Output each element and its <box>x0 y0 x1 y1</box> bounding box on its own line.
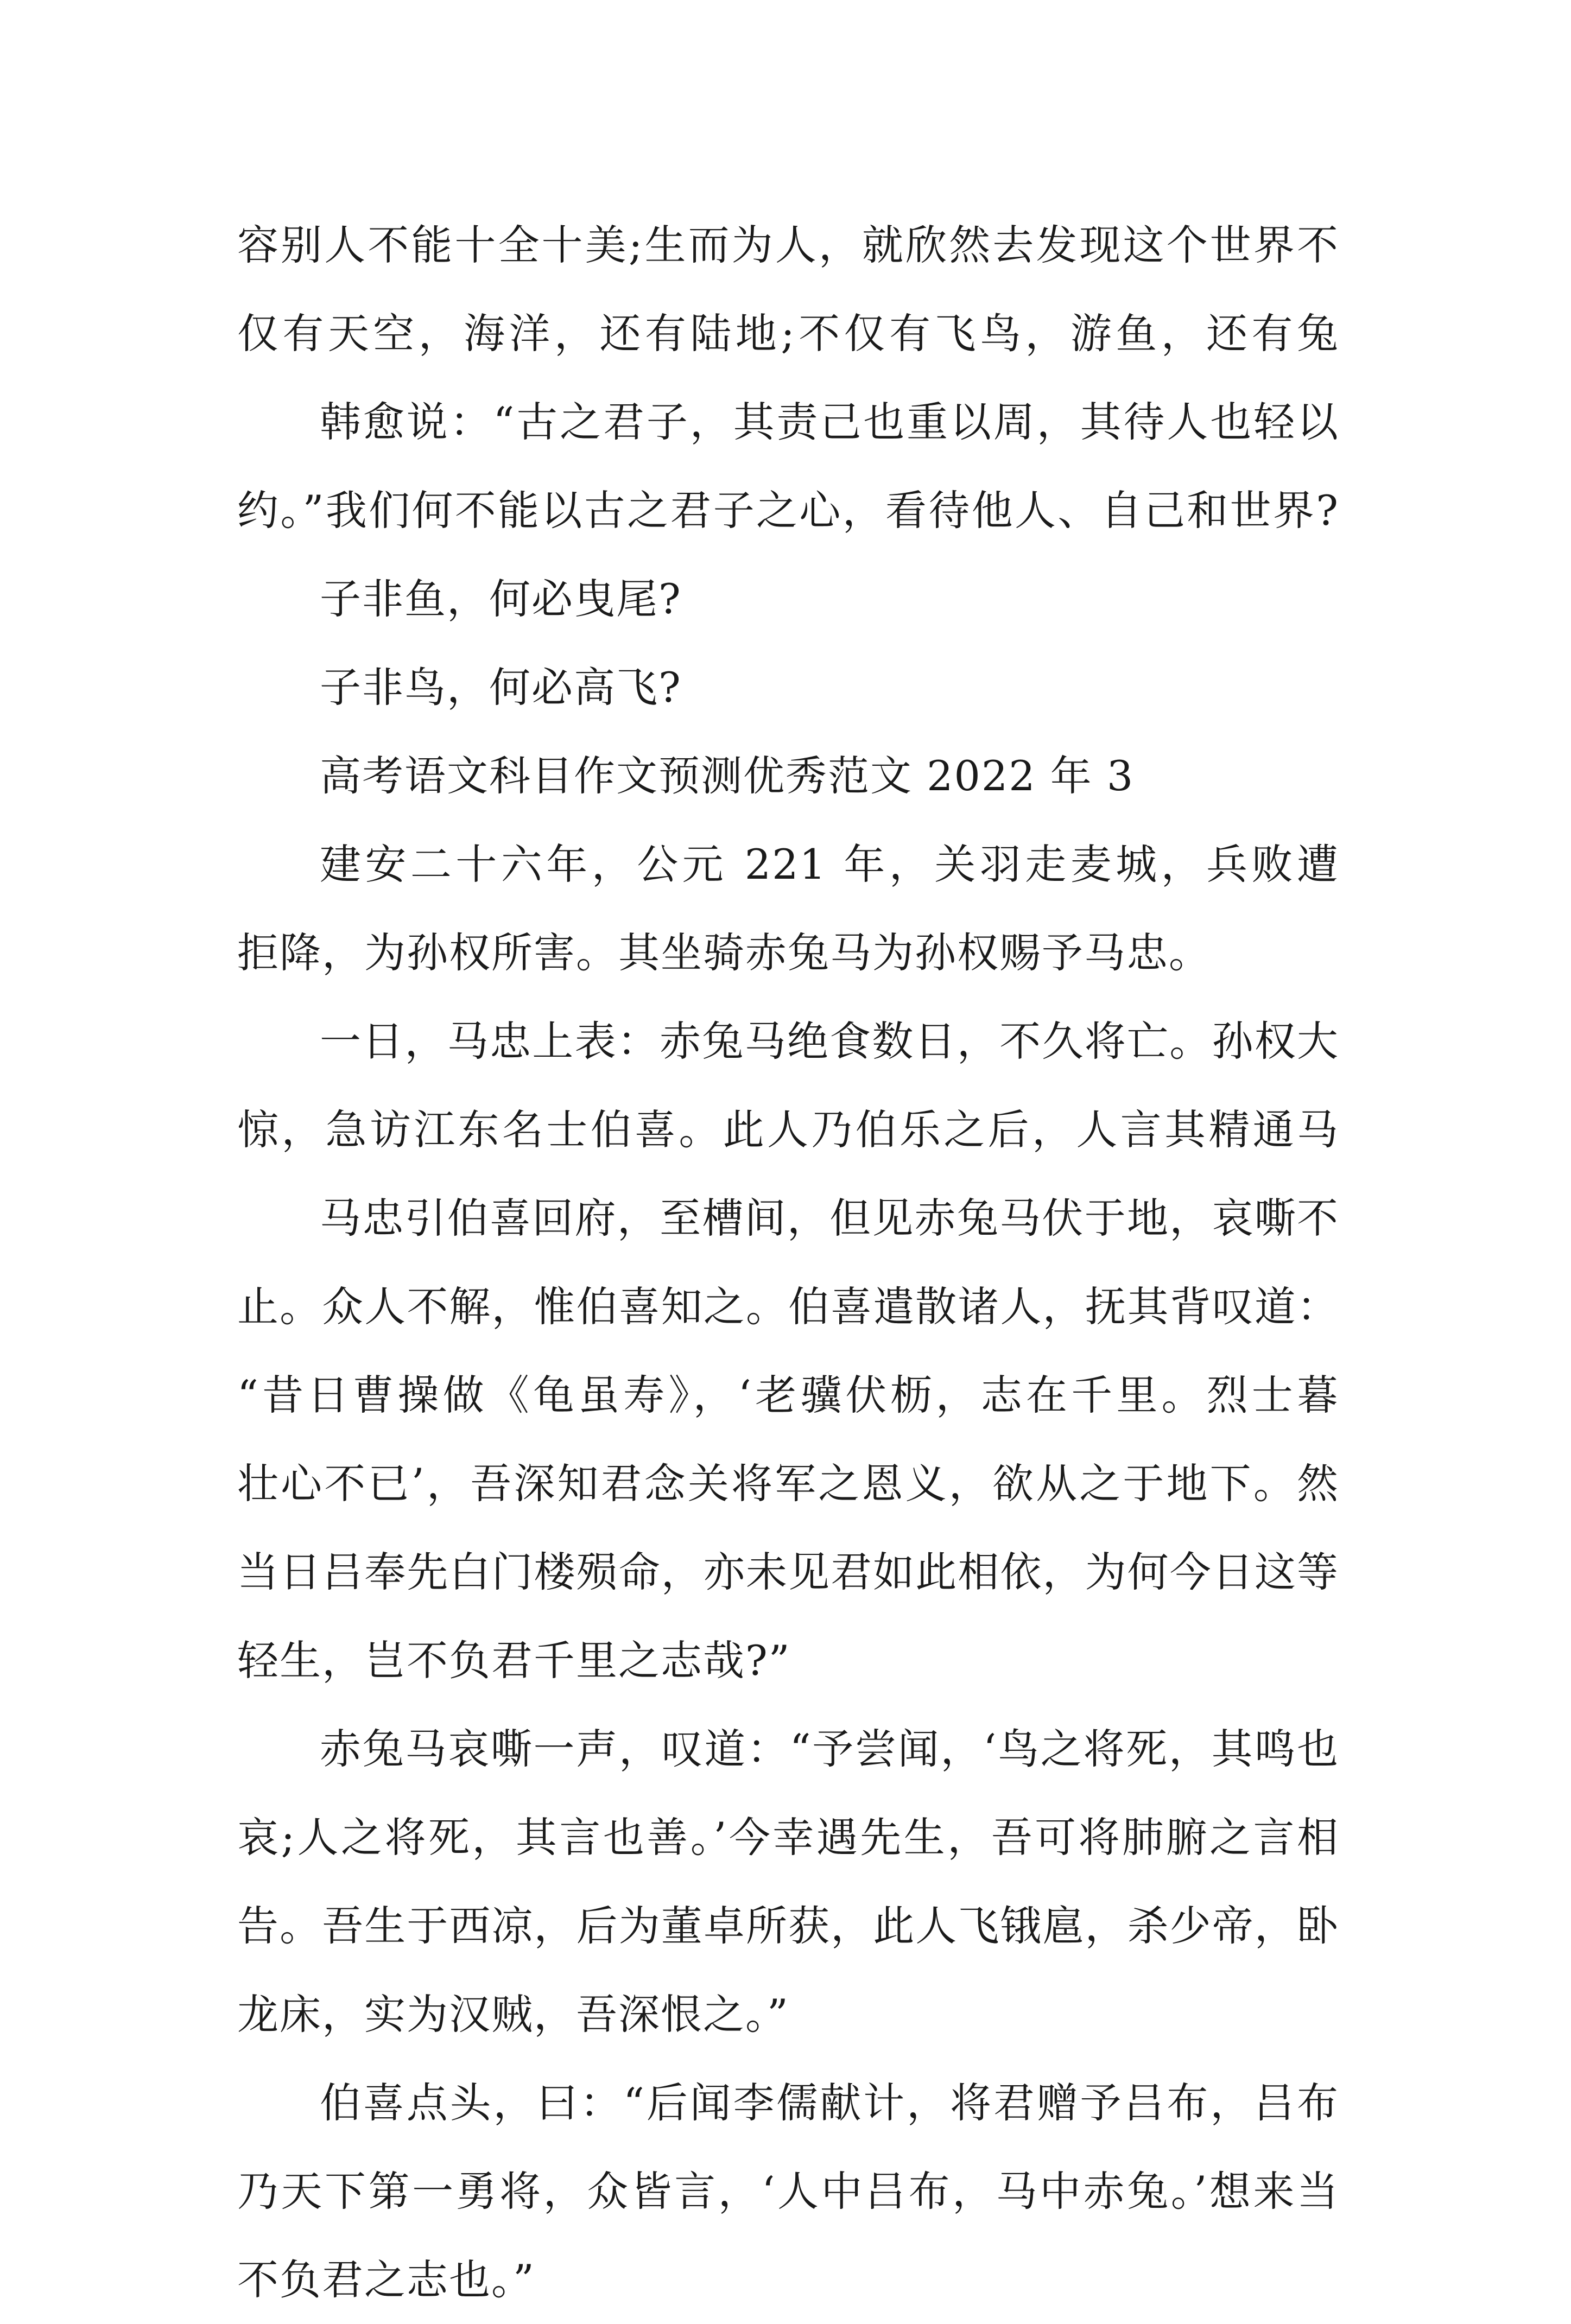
text-line: 当日吕奉先白门楼殒命，亦未见君如此相依，为何今日这等 <box>237 1548 1339 1596</box>
text-line: “昔日曹操做《龟虽寿》，‘老骥伏枥，志在千里。烈士暮 <box>237 1371 1339 1419</box>
text-line: 子非鸟，何必高飞? <box>320 663 682 712</box>
text-line: 止。众人不解，惟伯喜知之。伯喜遣散诸人，抚其背叹道： <box>237 1282 1339 1331</box>
text-line: 一日，马忠上表：赤兔马绝食数日，不久将亡。孙权大 <box>320 1017 1339 1065</box>
text-line: 韩愈说：“古之君子，其责己也重以周，其待人也轻以 <box>320 398 1339 446</box>
text-line: 马忠引伯喜回府，至槽间，但见赤兔马伏于地，哀嘶不 <box>320 1194 1339 1242</box>
text-line: 子非鱼，何必曳尾? <box>320 575 682 623</box>
text-line: 轻生，岂不负君千里之志哉?” <box>237 1636 791 1685</box>
text-line: 伯喜点头，曰：“后闻李儒献计，将君赠予吕布，吕布 <box>320 2079 1339 2127</box>
document-body <box>237 201 1339 2324</box>
text-line: 约。”我们何不能以古之君子之心，看待他人、自己和世界? <box>237 486 1339 535</box>
text-line: 龙床，实为汉贼，吾深恨之。” <box>237 1990 789 2039</box>
text-line: 拒降，为孙权所害。其坐骑赤兔马为孙权赐予马忠。 <box>237 929 1211 977</box>
text-line: 壮心不已’，吾深知君念关将军之恩义，欲从之于地下。然 <box>237 1459 1339 1508</box>
text-line: 容别人不能十全十美;生而为人，就欣然去发现这个世界不 <box>237 221 1339 269</box>
text-line: 仅有天空，海洋，还有陆地;不仅有飞鸟，游鱼，还有兔 <box>237 309 1339 358</box>
text-line: 哀;人之将死，其言也善。’今幸遇先生，吾可将肺腑之言相 <box>237 1813 1339 1862</box>
text-line: 告。吾生于西凉，后为董卓所获，此人飞锇扈，杀少帝，卧 <box>237 1902 1339 1950</box>
text-line: 建安二十六年，公元 221 年，关羽走麦城，兵败遭 <box>320 840 1339 888</box>
text-line: 乃天下第一勇将，众皆言，‘人中吕布，马中赤兔。’想来当 <box>237 2167 1339 2215</box>
text-line: 不负君之志也。” <box>237 2256 535 2304</box>
text-line: 赤兔马哀嘶一声，叹道：“予尝闻，‘鸟之将死，其鸣也 <box>320 1725 1339 1773</box>
section-heading: 高考语文科目作文预测优秀范文 2022 年 3 <box>320 752 1135 800</box>
text-line: 惊，急访江东名士伯喜。此人乃伯乐之后，人言其精通马 <box>237 1106 1339 1154</box>
